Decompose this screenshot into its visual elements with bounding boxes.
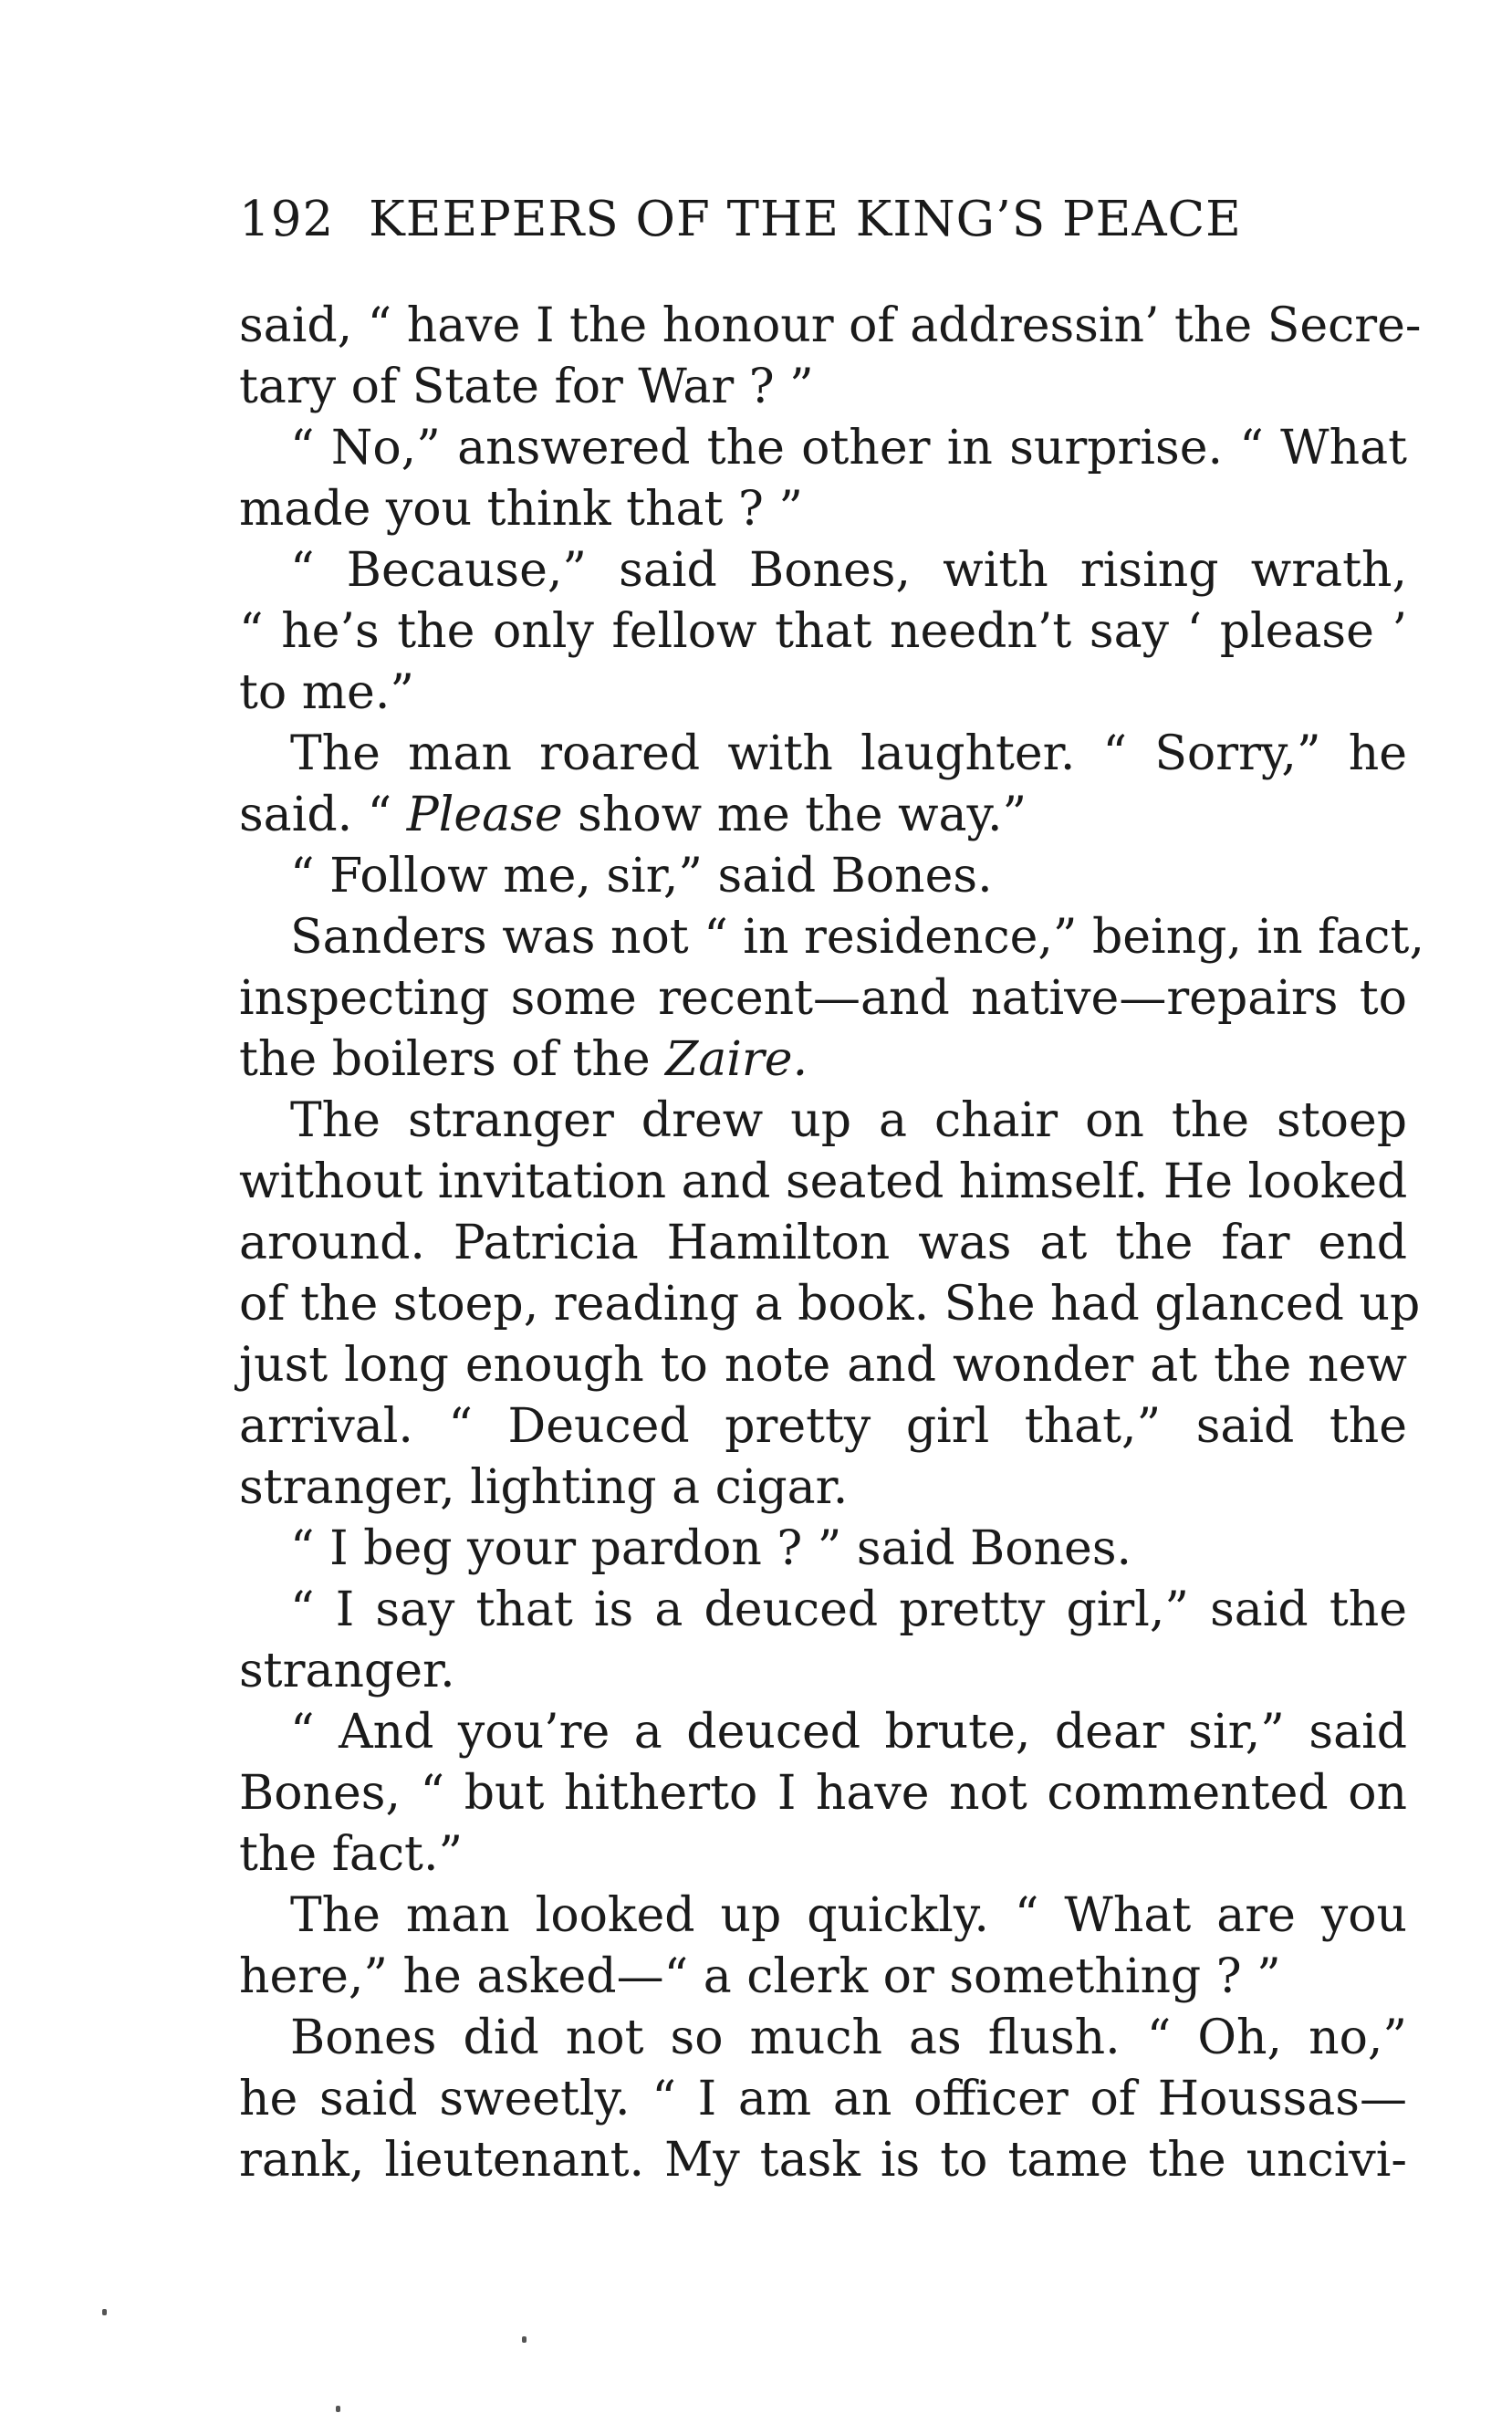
text-line: arrival. “ Deuced pretty girl that,” said the — [239, 1399, 1407, 1454]
italic-word: Zaire. — [665, 1032, 808, 1087]
running-title: KEEPERS OF THE KING’S PEACE — [369, 192, 1242, 247]
text-line: inspecting some recent—and native—repairs to — [239, 971, 1407, 1026]
text-line: made you think that ? ” — [239, 482, 803, 537]
text-line: tary of State for War ? ” — [239, 360, 814, 414]
text-line: here,” he asked—“ a clerk or something ? ” — [239, 1949, 1281, 2004]
text-line: The stranger drew up a chair on the stoep — [290, 1093, 1407, 1148]
text-line: Bones did not so much as flush. “ Oh, no,” — [290, 2011, 1407, 2065]
text-line — [239, 785, 1407, 846]
text-line: “ No,” answered the other in surprise. “ What — [290, 421, 1407, 475]
running-head — [239, 192, 1407, 256]
text-line: “ Follow me, sir,” said Bones. — [290, 849, 993, 904]
text-segment: said. “ — [239, 788, 392, 842]
text-line: “ I say that is a deuced pretty girl,” said the — [290, 1583, 1407, 1637]
text-line: stranger. — [239, 1644, 455, 1698]
text-line: The man looked up quickly. “ What are you — [290, 1888, 1407, 1943]
text-line: the fact.” — [239, 1827, 464, 1882]
text-line: he said sweetly. “ I am an officer of Houssas— — [239, 2072, 1407, 2126]
italic-word: Please — [406, 788, 563, 842]
text-segment: the boilers of the — [239, 1032, 666, 1087]
text-line: “ Because,” said Bones, with rising wrath, — [290, 543, 1407, 598]
book-page — [239, 192, 1424, 2191]
text-line: rank, lieutenant. My task is to tame the uncivi- — [239, 2133, 1407, 2188]
text-line: “ he’s the only fellow that needn’t say ‘ please ’ — [239, 604, 1407, 659]
text-line: said, “ have I the honour of addressin’ the Secre- — [239, 298, 1422, 353]
text-line: “ And you’re a deuced brute, dear sir,” said — [290, 1705, 1407, 1760]
text-line: stranger, lighting a cigar. — [239, 1460, 849, 1515]
text-line: just long enough to note and wonder at the new — [239, 1338, 1407, 1393]
text-line: Bones, “ but hitherto I have not commented on — [239, 1766, 1407, 1821]
text-line: to me.” — [239, 665, 414, 720]
scan-speck — [336, 2406, 340, 2412]
body-text — [239, 296, 1424, 2191]
scan-speck — [522, 2336, 527, 2343]
scan-speck — [102, 2309, 107, 2315]
text-line: around. Patricia Hamilton was at the far end — [239, 1216, 1407, 1270]
text-segment: show me the way.” — [562, 788, 1027, 842]
text-line — [239, 1029, 1407, 1091]
text-line: “ I beg your pardon ? ” said Bones. — [290, 1521, 1132, 1576]
text-line: Sanders was not “ in residence,” being, in fact, — [290, 910, 1424, 965]
text-line: The man roared with laughter. “ Sorry,” he — [290, 726, 1407, 781]
text-line: without invitation and seated himself. He looked — [239, 1154, 1408, 1209]
page-number: 192 — [239, 192, 335, 247]
text-line: of the stoep, reading a book. She had glanced up — [239, 1277, 1421, 1332]
